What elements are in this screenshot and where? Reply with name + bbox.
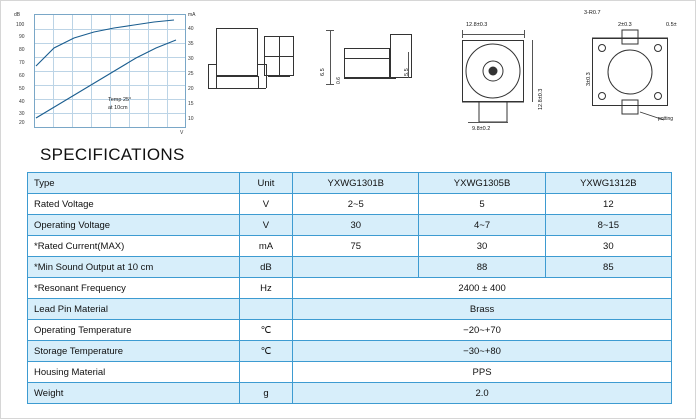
cell-type: *Min Sound Output at 10 cm [28, 257, 240, 278]
chart-note-line1: Temp 25° [108, 97, 132, 103]
cell-value-1 [293, 257, 419, 278]
dim-thickness-5-5: 5.5 [404, 68, 410, 76]
col-header-type: Type [28, 173, 240, 194]
dim-pitch-2: 2±0.3 [618, 22, 632, 28]
specifications-table-wrapper [27, 172, 672, 404]
cell-type: Lead Pin Material [28, 299, 240, 320]
cell-value-3: 30 [545, 236, 671, 257]
drawing-front-view [312, 14, 424, 132]
drawing-top-view [438, 10, 568, 142]
cell-type: *Rated Current(MAX) [28, 236, 240, 257]
table-row [28, 299, 672, 320]
cell-type: Weight [28, 383, 240, 404]
dim-edge-0-5: 0.5± [666, 22, 677, 28]
cell-value-3: 8~15 [545, 215, 671, 236]
table-row [28, 341, 672, 362]
table-header-row [28, 173, 672, 194]
cell-value-merged: PPS [293, 362, 672, 383]
cell-value-1: 75 [293, 236, 419, 257]
cell-type: *Resonant Frequency [28, 278, 240, 299]
cell-unit: Hz [239, 278, 292, 299]
cell-value-2: 4~7 [419, 215, 545, 236]
col-header-model-3: YXWG1312B [545, 173, 671, 194]
cell-value-2: 30 [419, 236, 545, 257]
cell-value-merged: −30~+80 [293, 341, 672, 362]
cell-value-merged: Brass [293, 299, 672, 320]
cell-value-2: 88 [419, 257, 545, 278]
drawing-side-view [208, 18, 298, 128]
dim-base-9-8: 9.8±0.2 [472, 126, 491, 132]
dim-height-12-8: 12.8±0.3 [538, 88, 544, 110]
table-row [28, 236, 672, 257]
cell-value-merged: 2.0 [293, 383, 672, 404]
chart-y-left-label: dB [14, 12, 21, 18]
cell-value-3: 12 [545, 194, 671, 215]
specifications-table [27, 172, 672, 404]
cell-type: Operating Voltage [28, 215, 240, 236]
performance-chart: dB mA 100 90 80 70 60 50 40 30 20 40 35 30 25 20 15 10 V Temp 25° at 10cm [14, 12, 196, 136]
cell-unit: dB [239, 257, 292, 278]
table-row [28, 257, 672, 278]
table-row [28, 215, 672, 236]
cell-value-1: 2~5 [293, 194, 419, 215]
cell-value-3: 85 [545, 257, 671, 278]
table-row [28, 320, 672, 341]
cell-type: Housing Material [28, 362, 240, 383]
col-header-model-2: YXWG1305B [419, 173, 545, 194]
cell-unit [239, 362, 292, 383]
cell-unit: V [239, 215, 292, 236]
detail-view-shapes [580, 8, 692, 142]
note-potting: potting [658, 116, 674, 122]
col-header-unit: Unit [239, 173, 292, 194]
cell-type: Storage Temperature [28, 341, 240, 362]
cell-type: Operating Temperature [28, 320, 240, 341]
cell-value-merged: 2400 ± 400 [293, 278, 672, 299]
cell-unit: g [239, 383, 292, 404]
cell-type: Rated Voltage [28, 194, 240, 215]
dim-side-3: 3±0.3 [586, 72, 592, 86]
dim-pin-0-6: 0.6 [336, 77, 342, 84]
cell-unit [239, 299, 292, 320]
dim-height-6-5: 6.5 [320, 68, 326, 76]
cell-unit: mA [239, 236, 292, 257]
cell-value-merged: −20~+70 [293, 320, 672, 341]
table-row [28, 362, 672, 383]
page-title: SPECIFICATIONS [40, 145, 185, 164]
cell-value-2: 5 [419, 194, 545, 215]
dim-width-12-8: 12.8±0.3 [466, 22, 488, 28]
table-row [28, 278, 672, 299]
drawing-strip [0, 0, 697, 145]
col-header-model-1: YXWG1301B [293, 173, 419, 194]
table-row [28, 383, 672, 404]
cell-unit: V [239, 194, 292, 215]
chart-y-right-label: mA [188, 12, 196, 18]
chart-x-label: V [180, 130, 184, 136]
chart-note-line2: at 10cm [108, 105, 128, 112]
cell-unit: ℃ [239, 320, 292, 341]
cell-unit: ℃ [239, 341, 292, 362]
note-radius-r07: 3-R0.7 [584, 10, 601, 16]
drawing-detail-view [580, 8, 692, 142]
table-row [28, 194, 672, 215]
cell-value-1: 30 [293, 215, 419, 236]
